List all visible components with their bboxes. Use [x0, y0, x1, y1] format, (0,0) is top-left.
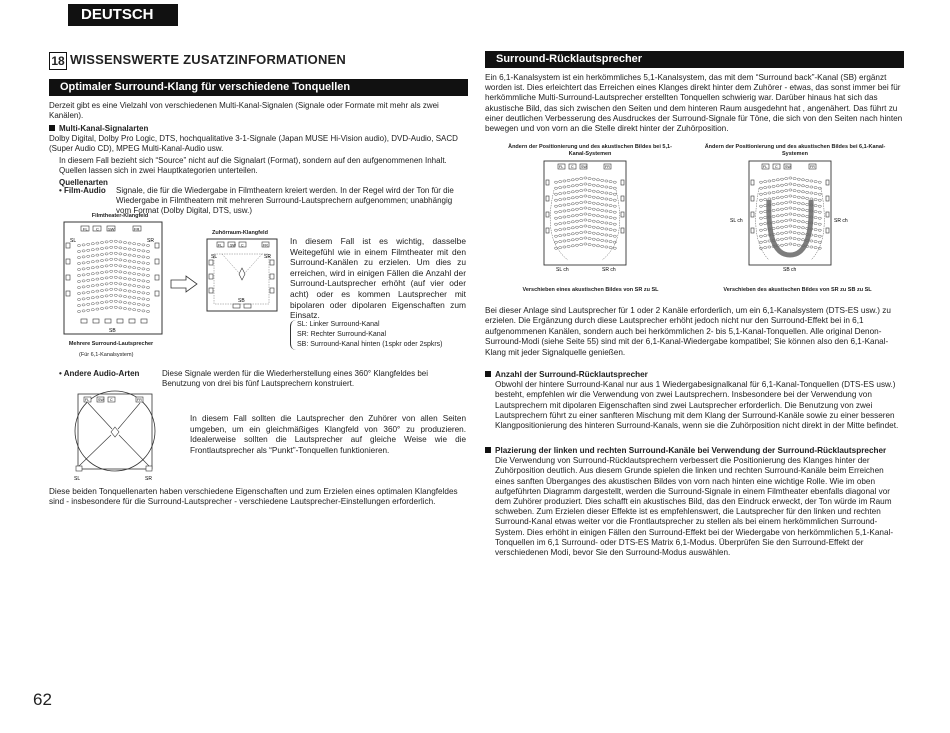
b-sl-ch-label: SL ch: [730, 218, 743, 224]
fr-speaker-label: FR: [134, 226, 140, 232]
c-speaker-label: C: [96, 226, 99, 232]
right-intro: Ein 6,1-Kanalsystem ist ein herkömmliches 5,1-Kanalsystem, das mit dem “Surround back”-Kanal (SB) ergänzt worden ist. Dies erleichtert das Erreichen eines Klanges direkt hinter dem Zuhörer - etwas, das sonst immer bei für herkömmliche Multi-Surround-Lautsprecher erstellten Tonquellen schwierig war. Darüber hinaus hat sich das akustische Bild, das sich zwischen den Seiten und dem hinteren Raum ausgedehnt hat , angenähert. Das führt zu einer deutlichen Verbesserung des Ausdruckes der Surround-Signale für Töne, die sich von den Seiten nach hinten bewegen und von vorn an die Stelle direkt hinter der Zuhörposition.: [485, 73, 903, 134]
sl-label: SL: [70, 238, 77, 244]
legend-sr: SR: Rechter Surround-Kanal: [297, 331, 387, 338]
other-audio-text: Diese Signale werden für die Wiederherstellung eines 360° Klangfeldes bei Benutzung von drei bis fünf Lautsprechern konstruiert.: [162, 369, 429, 388]
diagram-5-1-systems: [536, 160, 636, 280]
diagram-5-1-title: Ändern der Positionierung und des akustischen Bildes bei 5,1-Kanal-Systemen: [508, 144, 672, 157]
listening-room-diagram: [206, 238, 278, 313]
room-sb-label: SB: [238, 298, 245, 304]
section-title: WISSENSWERTE ZUSATZINFORMATIONEN: [70, 52, 347, 67]
left-section-bar: Optimaler Surround-Klang für verschiedene Tonquellen: [49, 79, 468, 96]
d3-fr-label: FR: [137, 398, 142, 402]
bullet-square-icon: [485, 447, 491, 453]
room-fl-label: FL: [218, 243, 223, 248]
left-intro: Derzeit gibt es eine Vielzahl von verschiedenen Multi-Kanal-Signalen (Signale oder Formate mit mehr als zwei Kanälen).: [49, 101, 439, 120]
page-number: 62: [33, 690, 52, 709]
a-sl-ch-label: SL ch: [556, 267, 569, 273]
film-explain-text: In diesem Fall ist es wichtig, dasselbe Weitegefühl wie in einem Filmtheater mit den Surround-Kanälen zu erzielen. Um dies zu erreichen, wird in einigen Fällen die Anzahl der Surround-Lautsprecher erhöht (auf vier oder acht) oder es kommen Lautsprecher mit bipolaren oder dipolaren Eigenschaften zum Einsatz.: [290, 236, 466, 321]
multi-kanal-heading: Multi-Kanal-Signalarten: [59, 124, 149, 133]
360-sound-field-diagram: [70, 389, 160, 481]
diagram-cinema-title: Filmtheater-Klangfeld: [91, 213, 149, 219]
room-c-label: C: [241, 243, 244, 248]
b-c-label: C: [775, 165, 778, 169]
source-note: In diesem Fall bezieht sich “Source” nicht auf die Signalart (Format), sondern auf den aufgenommenen Inhalt. Quellen lassen sich in zwei Hauptkategorien unterteilen.: [59, 156, 447, 175]
other-audio-label: • Andere Audio-Arten: [59, 369, 140, 378]
diagram-6-1-systems: [729, 160, 859, 280]
right-para2: Bei dieser Anlage sind Lautsprecher für 1 oder 2 Kanäle erforderlich, um ein 6,1-Kanalsystem (DTS-ES usw.) zu erzielen. Die Ergänzung durch diese Lautsprecher erhöht jedoch nicht nur den Surround-Effekt bei in 6,1 aufgenommenen Kanälen, sondern auch bei herkömmlichen 2- bis 5,1-Kanal-Tonquellen. Alle original Denon-Surround-Modi (siehe Seite 55) sind mit der 6,1-Kanal-Wiedergabe kompatibel; Sie können also den 6,1-Kanal-Klang mit jeder Signalquelle genießen.: [485, 306, 891, 357]
sr-label: SR: [147, 238, 154, 244]
anzahl-block: [485, 370, 905, 431]
legend-sb: SB: Surround-Kanal hinten (1spkr oder 2spkrs): [297, 341, 443, 348]
diagram-room-title: Zuhörraum-Klangfeld: [212, 230, 268, 236]
section-number: 18: [49, 52, 67, 70]
room-sw-label: SW: [230, 243, 236, 248]
b-sb-ch-label: SB ch: [783, 267, 797, 273]
right-section-bar: Surround-Rücklautsprecher: [485, 51, 904, 68]
conclusion-text: Diese beiden Tonquellenarten haben verschiedene Eigenschaften und zum Erzielen eines optimalen Klangfeldes sind - insbesondere für die Surround-Lautsprecher - verschiedene Lautsprecher-Einstellungen erforderlich.: [49, 487, 458, 507]
anzahl-heading: Anzahl der Surround-Rücklautsprecher: [495, 370, 648, 379]
room-fr-label: FR: [263, 243, 268, 248]
b-sr-ch-label: SR ch: [834, 218, 848, 224]
d3-c-label: C: [110, 398, 113, 402]
multi-kanal-block: [49, 124, 469, 154]
room-sr-label: SR: [264, 254, 271, 260]
a-fr-label: FR: [605, 165, 610, 169]
d3-sr-label: SR: [145, 476, 152, 481]
platzierung-block: [485, 446, 905, 558]
bullet-square-icon: [49, 125, 55, 131]
quellenarten-heading: Quellenarten: [59, 178, 108, 187]
d3-fl-label: FL: [85, 398, 90, 402]
a-c-label: C: [571, 165, 574, 169]
d3-sw-label: SW: [98, 398, 104, 402]
film-audio-text: Signale, die für die Wiedergabe in Filmtheatern kreiert werden. In der Regel wird der Ton für die Wiedergabe in Filmtheatern mit mehreren Surround-Lautsprechern aufgenommen; unabhängig vom Format (Dolby Digital, DTS, usw.): [116, 186, 454, 215]
cinema-sound-field-diagram: [63, 221, 163, 341]
sb-label: SB: [109, 328, 116, 334]
room-sl-label: SL: [211, 254, 218, 260]
film-audio-label: • Film-Audio: [59, 186, 106, 195]
speaker-legend: [290, 320, 477, 350]
other-explain-text: In diesem Fall sollten die Lautsprecher den Zuhörer von allen Seiten umgeben, um ein gleichmäßiges Klangfeld von 360° zu produzieren. Idealerweise sollten die Lautsprecher auf gleiche Weise wie die Frontlautsprecher als “Punkt”-Tonquellen funktionieren.: [190, 414, 466, 455]
d3-sl-label: SL: [74, 476, 81, 481]
diagram-6-1-title: Ändern der Positionierung und des akustischen Bildes bei 6,1-Kanal-Systemen: [704, 144, 886, 157]
platzierung-heading: Plazierung der linken und rechten Surround-Kanäle bei Verwendung der Surround-Rücklautsprecher: [495, 446, 887, 455]
legend-sl: SL: Linker Surround-Kanal: [297, 321, 380, 328]
b-sw-label: SW: [785, 165, 791, 169]
a-sw-label: SW: [581, 165, 587, 169]
b-fr-label: FR: [810, 165, 815, 169]
b-fl-label: FL: [763, 165, 768, 169]
bullet-square-icon: [485, 371, 491, 377]
diagram-5-1-caption: Verschieben eines akustischen Bildes von SR zu SL: [522, 287, 659, 293]
diagram-cinema-subcaption: (Für 6,1-Kanalsystem): [79, 352, 134, 358]
diagram-6-1-caption: Verschieben des akustischen Bildes von SR zu SB zu SL: [723, 287, 872, 293]
a-fl-label: FL: [559, 165, 564, 169]
anzahl-text: Obwohl der hintere Surround-Kanal nur aus 1 Wiedergabesignalkanal für 6,1-Kanal-Tonquellen (DTS-ES usw.) besteht, empfehlen wir die Verwendung von zwei Lautsprechern. Insbesondere bei der Verwendung von Lautsprechern mit dipolaren Eigenschaften sind zwei Lautsprecher erforderlich. Die Benutzung von zwei Lautsprechern führt zu einer sanfteren Mischung mit dem Klang der Surround-Kanäle sowie zu einer besseren Klangpositionierung des hinteren Surround-Kanals, wenn sie die Zuhörposition nicht direkt in der Mitte befindet.: [495, 380, 899, 431]
language-tab: DEUTSCH: [68, 4, 178, 26]
fl-speaker-label: FL: [83, 226, 88, 232]
a-sr-ch-label: SR ch: [602, 267, 616, 273]
multi-kanal-text: Dolby Digital, Dolby Pro Logic, DTS, hochqualitative 3-1-Signale (Japan MUSE Hi-Vision audio), DVD-Audio, SACD (Super Audio CD), MPEG Multi-Kanal-Audio usw.: [49, 134, 458, 153]
diagram-cinema-caption: Mehrere Surround-Lautsprecher: [68, 341, 154, 347]
arrow-right-icon: [170, 275, 198, 293]
sw-speaker-label: SW: [108, 226, 115, 232]
platzierung-text: Die Verwendung von Surround-Rücklautsprechern verbessert die Positionierung des Klanges hinter der Zuhörposition deutlich. Aus diesem Grunde spielen die linken und rechten Surround-Kanäle beim Erreichen eines sanften Überganges des akustischen Bildes von vorn nach hinten eine wichtige Rolle. Wie im oben aufgeführten Diagramm dargestellt, werden die Surround-Signale in einem Filmtheater ebenfalls diagonal vor dem Zuhörer produziert. Dies schafft ein akustisches Bild, das den Eindruck erweckt, der Ton würde im Raum schweben. Zum Erzielen dieser Effekte ist es empfehlenswert, die Lautsprecher für den linken und rechten Surround-Kanal etwas weiter vor die Frontlautsprecher zu stellen als bei einem herkömmlichen Surround-System. Dies erhöht in einigen Fällen den Surround-Effekt bei der Wiedergabe von herkömmlichen 5,1-Kanal-Tonquellen im 6,1 Surround- oder DTS-ES Matrix 6,1-Modus. Überprüfen Sie den Surround-Effekt der verschiedenen Modi, bevor Sie den Surround-Modus auswählen.: [495, 456, 894, 558]
